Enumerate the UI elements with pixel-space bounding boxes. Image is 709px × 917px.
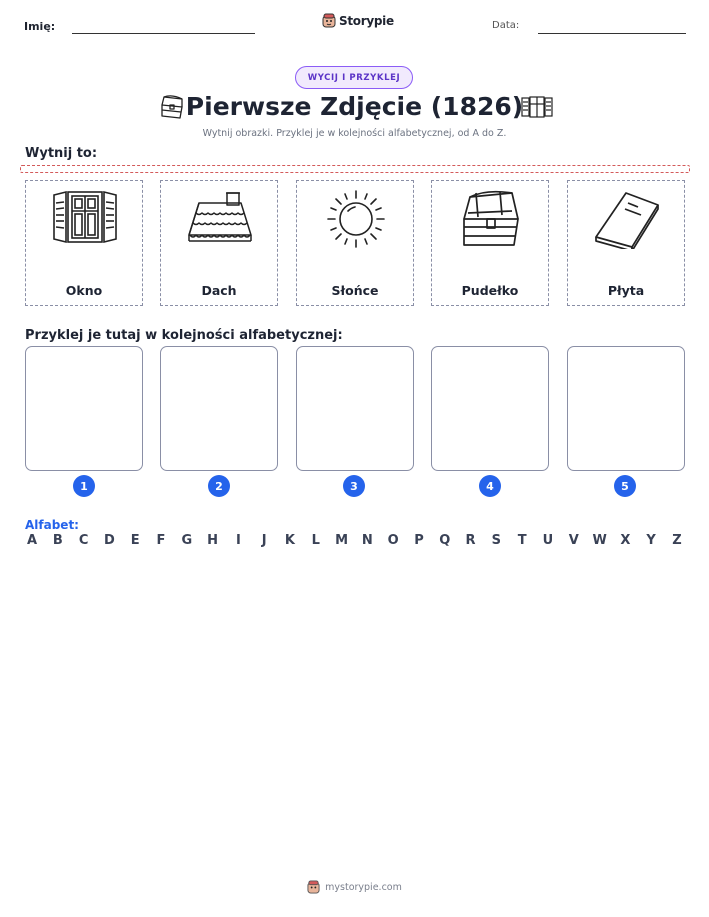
card-label: Płyta — [607, 283, 645, 298]
cut-line — [20, 165, 690, 173]
footer — [0, 880, 709, 894]
cut-card-pudelko[interactable] — [431, 180, 549, 306]
slot-number: 2 — [208, 475, 230, 497]
card-label: Pudełko — [461, 283, 519, 298]
alphabet-letter: D — [103, 533, 115, 548]
alphabet-letter: G — [181, 533, 193, 548]
paste-slot-1[interactable] — [25, 346, 143, 471]
paste-slot-3[interactable] — [296, 346, 414, 471]
brand-logo — [322, 13, 394, 28]
cut-card-plyta[interactable] — [567, 180, 685, 306]
paste-slot-4[interactable] — [431, 346, 549, 471]
alphabet-letter: E — [130, 533, 140, 548]
name-label: Imię: — [24, 20, 56, 33]
alphabet-letter: S — [491, 533, 502, 548]
alphabet-letter: V — [568, 533, 579, 548]
brand-name: Storypie — [339, 13, 394, 28]
alphabet-letter: X — [620, 533, 631, 548]
alphabet-letter: T — [517, 533, 527, 548]
alphabet-letter: Z — [672, 533, 682, 548]
alphabet-label: Alfabet: — [25, 518, 79, 532]
plate-icon — [592, 189, 662, 249]
storypie-mascot-icon — [322, 13, 336, 28]
sun-icon — [321, 189, 391, 249]
slot-number: 4 — [479, 475, 501, 497]
card-label: Dach — [201, 283, 237, 298]
card-label: Słońce — [331, 283, 379, 298]
alphabet-letter: L — [311, 533, 320, 548]
storypie-mascot-icon — [307, 880, 320, 894]
alphabet-letter: F — [156, 533, 166, 548]
name-line[interactable] — [72, 33, 255, 34]
window-icon — [521, 95, 553, 119]
alphabet-letter: U — [542, 533, 554, 548]
cut-heading: Wytnij to: — [25, 146, 98, 161]
activity-badge: WYCIJ I PRZYKLEJ — [295, 66, 413, 89]
alphabet-letter: M — [335, 533, 349, 548]
roof-icon — [185, 189, 255, 249]
alphabet-letter: H — [207, 533, 219, 548]
slot-number: 3 — [343, 475, 365, 497]
alphabet-letter: N — [361, 533, 373, 548]
alphabet-letter: C — [78, 533, 89, 548]
paste-slot-5[interactable] — [567, 346, 685, 471]
alphabet-letter: P — [414, 533, 424, 548]
alphabet-letter: O — [387, 533, 399, 548]
window-icon — [50, 189, 120, 247]
alphabet-letter: J — [261, 533, 267, 548]
slot-number: 5 — [614, 475, 636, 497]
cut-card-slonce[interactable] — [296, 180, 414, 306]
card-label: Okno — [65, 283, 103, 298]
alphabet-letter: W — [592, 533, 607, 548]
alphabet-letter: Y — [646, 533, 656, 548]
alphabet-letter: B — [52, 533, 63, 548]
cut-card-okno[interactable] — [25, 180, 143, 306]
paste-slot-2[interactable] — [160, 346, 278, 471]
paste-heading: Przyklej je tutaj w kolejności alfabetycznej: — [25, 328, 343, 343]
page-title: Pierwsze Zdjęcie (1826) — [185, 92, 524, 121]
alphabet-letter: R — [465, 533, 476, 548]
alphabet-letter: K — [284, 533, 295, 548]
instructions: Wytnij obrazki. Przyklej je w kolejności alfabetycznej, od A do Z. — [202, 128, 507, 139]
slot-number: 1 — [73, 475, 95, 497]
alphabet-letter: I — [235, 533, 241, 548]
box-icon — [456, 189, 526, 249]
cut-card-dach[interactable] — [160, 180, 278, 306]
date-line[interactable] — [538, 33, 686, 34]
alphabet-row — [25, 533, 684, 548]
footer-url[interactable]: mystorypie.com — [325, 881, 402, 893]
date-label: Data: — [492, 20, 520, 31]
alphabet-letter: Q — [439, 533, 451, 548]
alphabet-letter: A — [26, 533, 38, 548]
